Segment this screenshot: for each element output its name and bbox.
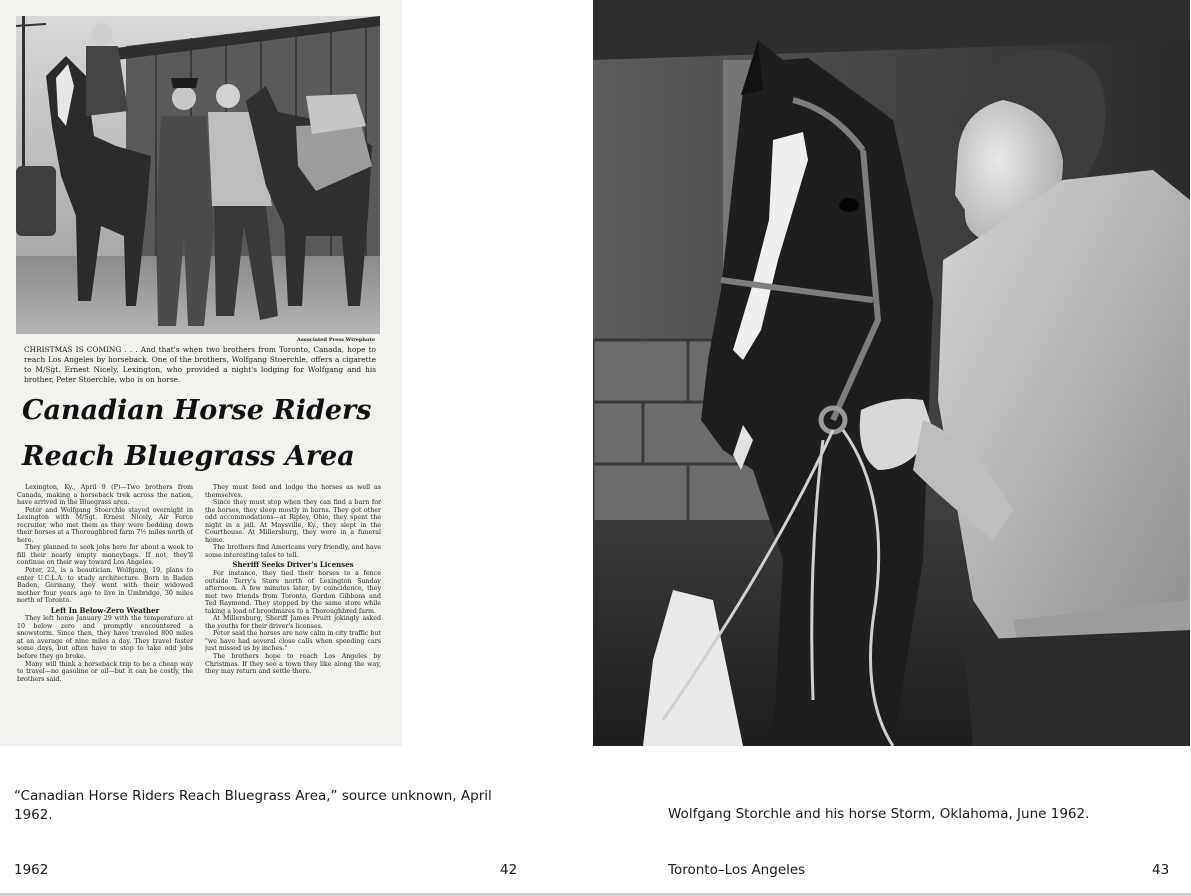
headline-line-1: Canadian Horse Riders	[22, 395, 372, 426]
right-page-number: 43	[1152, 862, 1170, 878]
clipping-photo	[16, 16, 380, 334]
article-paragraph: They must feed and lodge the horses as well as themselves.	[205, 484, 381, 499]
article-column-2	[205, 484, 381, 740]
article-paragraph: At Millersburg, Sheriff James Pruitt jokingly asked the youths for their driver's licenses.	[205, 615, 381, 630]
left-running-head: 1962	[14, 862, 49, 878]
article-column-1	[17, 484, 193, 740]
article-subhead: Left In Below-Zero Weather	[50, 605, 160, 615]
horse-portrait-graphic	[593, 0, 1190, 746]
article-paragraph: Since they must stop when they can find a barn for the horses, they sleep mostly in barns. They got other odd accommodations—at Ripley, Ohio, they spent the night in a jail. At Maysville, Ky., they slept in the Courthouse. At Millersburg, they were in a funeral home.	[205, 499, 381, 544]
article-paragraph: Peter, 22, is a beautician. Wolfgang, 19, plans to enter U.C.L.A. to study architecture. Born in Baden Baden, Germany, they went with their widowed mother four years ago to live in Umbridge, 30 miles north of Toronto.	[17, 567, 193, 605]
clipping-headline	[22, 388, 394, 480]
article-paragraph: For instance, they tied their horses to a fence outside Terry's Store north of Lexington Sunday afternoon. A few minutes later, by coincidence, they met two friends from Toronto, Gordon Gibbons and Ted Raymond. They stopped by the same store while taking a load of broodmares to a Thoroughbred farm.	[205, 570, 381, 615]
right-figure-caption: Wolfgang Storchle and his horse Storm, Oklahoma, June 1962.	[668, 806, 1090, 822]
article-paragraph: They left home January 29 with the temperature at 10 below zero and promptly encountered a snowstorm. Since then, they have traveled 800 miles at an average of nine miles a day. They travel faster some days, but often have to stop to take odd jobs before they go broke.	[17, 615, 193, 661]
article-paragraph: They planned to seek jobs here for about a week to fill their nearly empty moneybags. If not, they'll continue on their way toward Los Angeles.	[17, 544, 193, 567]
article-subhead: Sheriff Seeks Driver's Licenses	[232, 560, 354, 570]
photo-credit: Associated Press Wirephoto	[296, 337, 375, 343]
article-paragraph: Peter and Wolfgang Stoerchle stayed overnight in Lexington with M/Sgt. Ernest Nicely, Air Force recruiter, who met them as they were bedding down their horses at a Thoroughbred farm 7½ miles north of here.	[17, 506, 193, 544]
article-paragraph: The brothers find Americans very friendly, and have some interesting tales to tell.	[205, 544, 381, 559]
left-figure-caption: “Canadian Horse Riders Reach Bluegrass Area,” source unknown, April 1962.	[14, 788, 492, 823]
article-paragraph: Many will think a horseback trip to be a cheap way to travel—no gasoline or oil—but it can be costly, the brothers said.	[17, 660, 193, 683]
article-paragraph: Peter said the horses are now calm in city traffic but "we have had several close calls when speeding cars just missed us by inches."	[205, 630, 381, 653]
left-page-number: 42	[500, 862, 518, 878]
right-running-head: Toronto–Los Angeles	[668, 862, 806, 878]
clipping-photo-graphic	[16, 16, 380, 334]
clipping-photo-caption: CHRISTMAS IS COMING . . . And that's when two brothers from Toronto, Canada, hope to reach Los Angeles by horseback. One of the brothers, Wolfgang Stoerchle, offers a cigarette to M/Sgt. Ernest Nicely, Lexington, who provided a night's lodging for Wolfgang and his brother, Peter Stoerchle, who is on horse.	[24, 345, 376, 384]
article-paragraph: Lexington, Ky., April 9 (P)—Two brothers from Canada, making a horseback trek across the nation, have arrived in the Bluegrass area.	[17, 484, 193, 507]
article-paragraph: The brothers hope to reach Los Angeles by Christmas. If they see a town they like along the way, they may return and settle there.	[205, 653, 381, 676]
horse-portrait-photo	[593, 0, 1190, 746]
headline-line-2: Reach Bluegrass Area	[22, 441, 355, 472]
newspaper-clipping	[0, 0, 402, 746]
